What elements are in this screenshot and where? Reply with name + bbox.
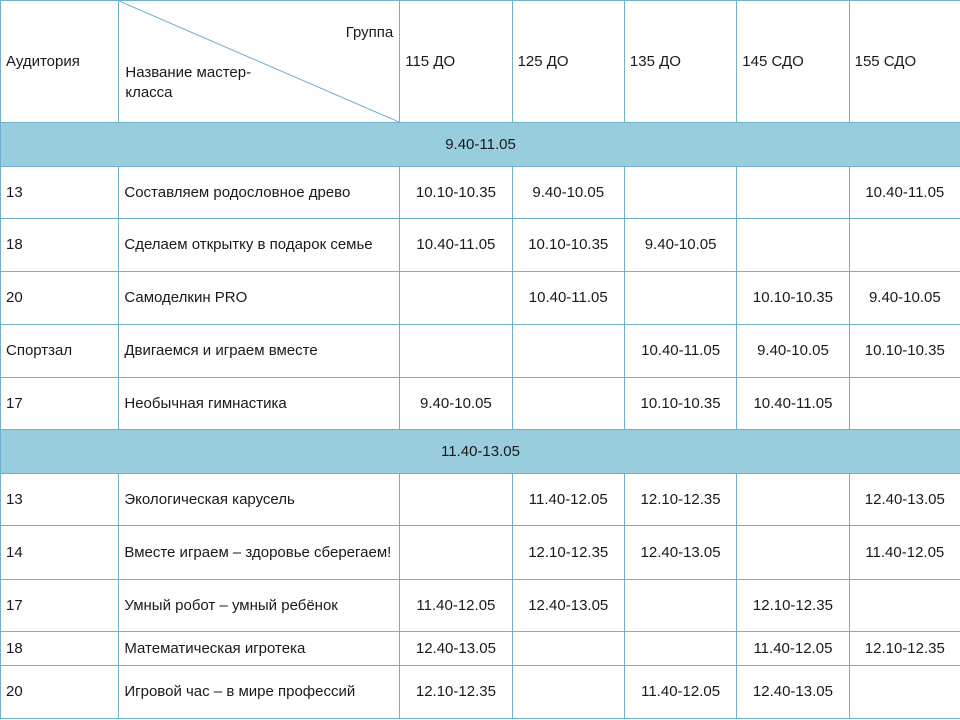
masterclass-name-cell: Составляем родословное древо	[119, 167, 400, 219]
masterclass-name-cell: Математическая игротека	[119, 632, 400, 666]
time-slot-cell: 10.40-11.05	[849, 167, 960, 219]
table-row	[1, 219, 960, 272]
room-cell: 20	[1, 272, 119, 325]
masterclass-name-cell: Сделаем открытку в подарок семье	[119, 219, 400, 272]
group-header-155: 155 СДО	[849, 1, 960, 123]
room-cell: 17	[1, 378, 119, 430]
time-slot-cell: 12.10-12.35	[624, 474, 736, 526]
time-slot-cell	[849, 378, 960, 430]
time-slot-cell	[512, 632, 624, 666]
diagonal-header-cell	[119, 1, 400, 123]
session-time-range: 9.40-11.05	[1, 123, 960, 167]
masterclass-name-cell: Вместе играем – здоровье сберегаем!	[119, 526, 400, 580]
table-row	[1, 378, 960, 430]
room-cell: 17	[1, 580, 119, 632]
time-slot-cell: 9.40-10.05	[737, 325, 849, 378]
session-row	[1, 430, 960, 474]
time-slot-cell: 11.40-12.05	[624, 666, 736, 719]
time-slot-cell	[737, 526, 849, 580]
room-cell: 18	[1, 632, 119, 666]
table-row	[1, 580, 960, 632]
masterclass-name-cell: Экологическая карусель	[119, 474, 400, 526]
time-slot-cell: 12.10-12.35	[400, 666, 512, 719]
time-slot-cell: 10.10-10.35	[737, 272, 849, 325]
room-cell: 13	[1, 167, 119, 219]
time-slot-cell: 12.40-13.05	[737, 666, 849, 719]
table-row	[1, 526, 960, 580]
time-slot-cell: 10.10-10.35	[624, 378, 736, 430]
group-axis-label: Группа	[345, 24, 394, 41]
time-slot-cell: 11.40-12.05	[512, 474, 624, 526]
room-cell: 18	[1, 219, 119, 272]
table-row	[1, 325, 960, 378]
group-header-115: 115 ДО	[400, 1, 512, 123]
table-row	[1, 474, 960, 526]
time-slot-cell: 10.10-10.35	[849, 325, 960, 378]
session-row	[1, 123, 960, 167]
time-slot-cell	[624, 167, 736, 219]
table-row	[1, 666, 960, 719]
time-slot-cell: 10.40-11.05	[624, 325, 736, 378]
time-slot-cell: 10.40-11.05	[737, 378, 849, 430]
time-slot-cell	[512, 325, 624, 378]
diagonal-divider-line	[119, 1, 399, 122]
time-slot-cell: 9.40-10.05	[624, 219, 736, 272]
masterclass-name-cell: Умный робот – умный ребёнок	[119, 580, 400, 632]
masterclass-name-cell: Двигаемся и играем вместе	[119, 325, 400, 378]
masterclass-column-header: Название мастер-класса	[125, 64, 252, 101]
table-row	[1, 632, 960, 666]
time-slot-cell	[400, 474, 512, 526]
time-slot-cell	[849, 219, 960, 272]
group-header-145: 145 СДО	[737, 1, 849, 123]
room-cell: 20	[1, 666, 119, 719]
header-row	[1, 1, 960, 123]
time-slot-cell: 12.10-12.35	[849, 632, 960, 666]
room-cell: Спортзал	[1, 325, 119, 378]
group-header-125: 125 ДО	[512, 1, 624, 123]
room-cell: 14	[1, 526, 119, 580]
masterclass-name-cell: Самоделкин PRO	[119, 272, 400, 325]
time-slot-cell: 12.10-12.35	[737, 580, 849, 632]
room-column-header: Аудитория	[1, 1, 119, 123]
time-slot-cell: 10.40-11.05	[512, 272, 624, 325]
time-slot-cell	[512, 666, 624, 719]
time-slot-cell: 9.40-10.05	[512, 167, 624, 219]
time-slot-cell: 12.40-13.05	[400, 632, 512, 666]
time-slot-cell: 9.40-10.05	[849, 272, 960, 325]
time-slot-cell	[737, 474, 849, 526]
masterclass-name-cell: Игровой час – в мире профессий	[119, 666, 400, 719]
time-slot-cell	[624, 272, 736, 325]
time-slot-cell	[400, 526, 512, 580]
group-header-135: 135 ДО	[624, 1, 736, 123]
room-cell: 13	[1, 474, 119, 526]
time-slot-cell	[849, 580, 960, 632]
time-slot-cell: 10.10-10.35	[512, 219, 624, 272]
time-slot-cell: 11.40-12.05	[737, 632, 849, 666]
time-slot-cell: 12.40-13.05	[624, 526, 736, 580]
time-slot-cell	[737, 167, 849, 219]
time-slot-cell	[737, 219, 849, 272]
masterclass-name-cell: Необычная гимнастика	[119, 378, 400, 430]
time-slot-cell	[624, 580, 736, 632]
session-time-range: 11.40-13.05	[1, 430, 960, 474]
time-slot-cell	[624, 632, 736, 666]
time-slot-cell: 9.40-10.05	[400, 378, 512, 430]
time-slot-cell: 12.40-13.05	[849, 474, 960, 526]
time-slot-cell: 10.40-11.05	[400, 219, 512, 272]
time-slot-cell	[400, 272, 512, 325]
time-slot-cell	[512, 378, 624, 430]
time-slot-cell	[400, 325, 512, 378]
time-slot-cell	[849, 666, 960, 719]
table-row	[1, 272, 960, 325]
time-slot-cell: 12.10-12.35	[512, 526, 624, 580]
time-slot-cell: 12.40-13.05	[512, 580, 624, 632]
time-slot-cell: 11.40-12.05	[400, 580, 512, 632]
time-slot-cell: 10.10-10.35	[400, 167, 512, 219]
time-slot-cell: 11.40-12.05	[849, 526, 960, 580]
table-row	[1, 167, 960, 219]
